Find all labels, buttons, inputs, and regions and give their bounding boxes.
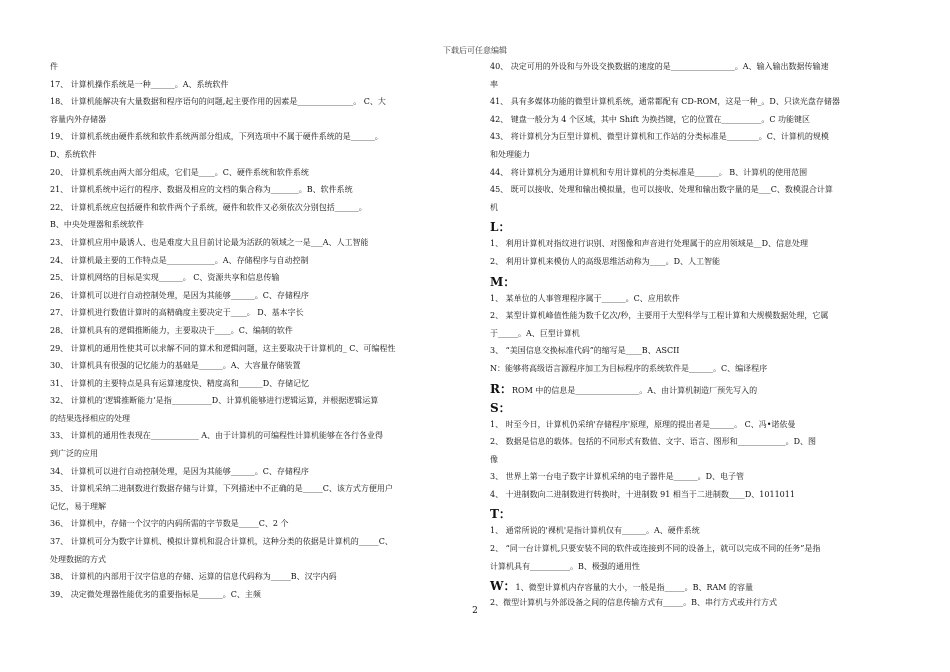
question-line: 38、 计算机的内部用于汉字信息的存储、运算的信息代码称为_____B、汉字内码: [50, 572, 337, 582]
question-line: 31、 计算机的主要特点是具有运算速度快、精度高和______D、存储记忆: [50, 378, 310, 388]
question-line: 于_____。A、巨型计算机: [490, 328, 580, 338]
question-line: 计算机具有__________。B、极强的通用性: [490, 561, 640, 571]
question-line: 45、 既可以接收、处理和输出模拟量，也可以接收、处理和输出数字量的是___C、数模混合计算: [490, 185, 833, 195]
question-group-l: [490, 235, 922, 270]
question-line: 3、 世界上第一台电子数字计算机采纳的电子器件是______。D、电子管: [490, 472, 745, 482]
question-line: 22、 计算机系统应包括硬件和软件两个子系统，硬件和软件又必须依次分别包括______。: [50, 202, 367, 212]
question-line: 2、 数据是信息的载体。包括的不同形式有数值、文字、语言、图形和____________。D、图: [490, 437, 817, 447]
question-line: 1、 通常所说的'裸机'是指计算机仅有______。A、硬件系统: [490, 526, 700, 536]
section-letter: R：: [490, 381, 512, 396]
section-letter: M：: [490, 274, 516, 289]
question-line: 37、 计算机可分为数字计算机、模拟计算机和混合计算机，这种分类的依据是计算机的_____C、: [50, 537, 393, 547]
question-line: 27、 计算机进行数值计算时的高精确度主要决定于____。 D、基本字长: [50, 308, 304, 318]
left-column: [50, 58, 465, 603]
question-line: 1、 时至今日，计算机仍采纳'存储程序'原理，原理的提出者是______。 C、冯•诺依曼: [490, 419, 796, 429]
section-letter: S：: [490, 400, 511, 415]
question-line: 28、 计算机具有的逻辑推断能力，主要取决于____。C、编制的软件: [50, 325, 293, 335]
question-line: 32、 计算机的‘逻辑推断能力’是指__________D、计算机能够进行逻辑运算，并根据逻辑运算: [50, 396, 379, 406]
question-line: 机: [490, 202, 498, 212]
question-group-m-n: [490, 290, 922, 378]
question-line: 1、 利用计算机对指纹进行识别、对图像和声音进行处理属于的应用领域是__D、信息处理: [490, 239, 809, 249]
question-line: 30、 计算机具有很强的记忆能力的基础是______。A、大容量存储装置: [50, 361, 301, 371]
question-line: ROM 中的信息是________________。A、由计算机制造厂预先写入的: [511, 385, 758, 395]
question-line: 43、 将计算机分为巨型计算机、微型计算机和工作站的分类标准是________。C、计算机的规模: [490, 132, 829, 142]
section-letter: L：: [490, 220, 511, 235]
question-line: 2、 某型计算机峰值性能为数千亿次/秒，主要用于大型科学与工程计算和大规模数据处理，它属: [490, 311, 829, 321]
question-line: 1、 某单位的人事管理程序属于______。C、应用软件: [490, 293, 680, 303]
question-line: 41、 具有多媒体功能的微型计算机系统，通常都配有 CD-ROM，这是一种_。D、只读光盘存储器: [490, 97, 840, 107]
question-line: 40、 决定可用的外设和与外设交换数据的速度的是________________。A、输入输出数据传输速: [490, 62, 829, 71]
question-line: N：能够将高级语言源程序加工为目标程序的系统软件是______。C、编译程序: [490, 363, 768, 373]
question-line: 25、 计算机网络的目标是实现______。 C、资源共享和信息传输: [50, 273, 280, 283]
question-line: 2、微型计算机与外部设备之间的信息传输方式有_____。B、串行方式或并行方式: [490, 598, 777, 608]
question-line: 26、 计算机可以进行自动控制处理，是因为其能够______。C、存储程序: [50, 290, 309, 300]
page-number: 2: [472, 606, 478, 616]
question-line: 到广泛的应用: [50, 449, 98, 459]
question-line: 35、 计算机采纳二进制数进行数据存储与计算，下列描述中不正确的是_____C、该方式方便用户: [50, 484, 393, 494]
page-header: 下载后可任意编辑: [443, 46, 507, 55]
question-line: 19、 计算机系统由硬件系统和软件系统两部分组成，下列选项中不属于硬件系统的是______。: [50, 132, 383, 142]
question-line: 2、 “同一台计算机,只要安装不同的软件或连接到不同的设备上，就可以完成不同的任务”是指: [490, 544, 821, 554]
question-group-40-45: [490, 58, 922, 216]
question-line: 24、 计算机最主要的工作特点是____________。A、存储程序与自动控制: [50, 255, 309, 265]
question-line: 18、 计算机能解决有大量数据和程序语句的问题,起主要作用的因素是______________。 C、大: [50, 97, 386, 107]
question-line: 1、微型计算机内存容量的大小，一般是指_____。B、RAM 的容量: [515, 583, 753, 593]
question-line: B、中央处理器和系统软件: [50, 220, 144, 230]
question-line: 21、 计算机系统中运行的程序、数据及相应的文档的集合称为_______。B、软件系统: [50, 185, 353, 195]
question-group-s: [490, 416, 922, 504]
question-line: 44、 将计算机分为通用计算机和专用计算机的分类标准是______。 B、计算机的使用范围: [490, 167, 808, 177]
question-line: 件: [50, 62, 58, 71]
question-line: 容量内外存储器: [50, 114, 106, 124]
section-heading-r: [490, 378, 922, 397]
question-line: 4、 十进制数向二进制数进行转换时，十进制数 91 相当于二进制数____D、1011011: [490, 489, 795, 499]
question-line: 2、 利用计算机来模仿人的高级思维活动称为____。D、人工智能: [490, 256, 721, 266]
question-line: 34、 计算机可以进行自动控制处理，是因为其能够______。C、存储程序: [50, 466, 309, 476]
question-line: 像: [490, 454, 498, 464]
question-line: 和处理能力: [490, 149, 530, 159]
question-group-t: [490, 522, 922, 575]
section-heading-s: [490, 397, 922, 416]
section-heading-l: [490, 216, 922, 235]
question-line: 33、 计算机的通用性表现在____________ A、由于计算机的可编程性计算机能够在各行各业得: [50, 431, 384, 441]
section-letter: W：: [490, 579, 516, 594]
question-line: 记忆，易于理解: [50, 501, 106, 511]
question-line: 36、 计算机中，存储一个汉字的内码所需的字节数是_____C、2 个: [50, 519, 289, 529]
question-line: 23、 计算机应用中最诱人、也是难度大且目前讨论最为活跃的领域之一是___A、人工智能: [50, 237, 369, 247]
question-line: 率: [490, 79, 498, 89]
right-column: [490, 58, 922, 612]
section-letter: T：: [490, 507, 511, 522]
question-line: D、系统软件: [50, 149, 97, 159]
question-line: 17、 计算机操作系统是一种______。A、系统软件: [50, 79, 229, 89]
section-heading-w: [490, 575, 922, 594]
question-line: 29、 计算机的通用性使其可以求解不同的算术和逻辑问题，这主要取决于计算机的_ C、可编程性: [50, 343, 396, 353]
question-line: 的结果选择相应的处理: [50, 413, 130, 423]
question-line: 39、 决定微处理器性能优劣的重要指标是______。C、主频: [50, 589, 261, 599]
question-line: 处理数据的方式: [50, 554, 106, 564]
section-heading-t: [490, 503, 922, 522]
question-line: 42、 键盘一般分为 4 个区域，其中 Shift 为换挡键，它的位置在__________。C 功能键区: [490, 114, 811, 124]
section-heading-m: [490, 271, 922, 290]
question-line: 20、 计算机系统由两大部分组成，它们是____。C、硬件系统和软件系统: [50, 167, 309, 177]
question-line: 3、 “美国信息交换标准代码”的缩写是____B、ASCII: [490, 346, 680, 356]
